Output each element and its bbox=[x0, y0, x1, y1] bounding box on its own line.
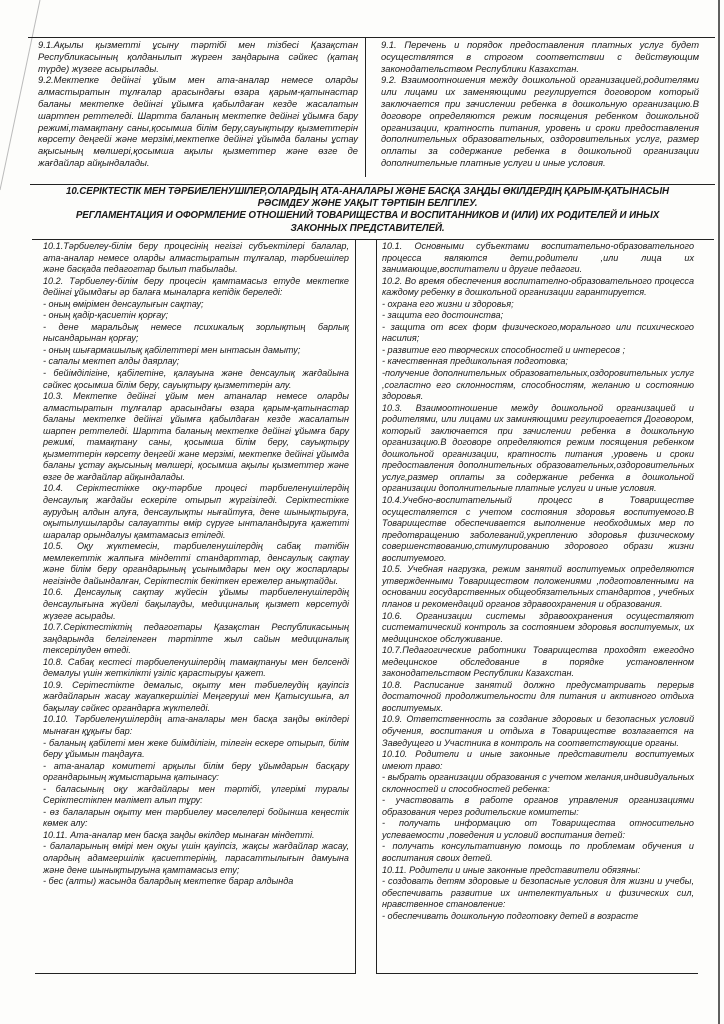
list-item: - качественная предшкольная подготовка; bbox=[382, 356, 568, 367]
paragraph: 10.2. Тәрбиелеу-білім беру процесін қамтамасыз етуде мектепке дейінгі ұйымдағы әр балаға мыналарға кепідік береледі: bbox=[43, 275, 349, 298]
paragraph: 10.7.Серіктестіктің педагогтары Қазақстан Республикасының заңдарында белгіленген тәртіпте жыл сайын медициналық тексерілуден өтеді. bbox=[43, 622, 349, 656]
column-divider-right bbox=[376, 239, 377, 974]
list-item: - балаларының өмірі мен оқуы үшін қауіпсіз, жақсы жағдайлар жасау, олардың адамгершілік қасиеттерінің, парасаттылығын дамуына және дене шынықтыруына қамтамасыз ету; bbox=[43, 841, 349, 875]
heading-kz-line1: 10.СЕРІКТЕСТІК МЕН ТӘРБИЕЛЕНУШІЛЕР,ОЛАРДЫҢ АТА-АНАЛАРЫ ЖӘНЕ БАСҚА ЗАҢДЫ ӨКІЛДЕРДІҢ ҚАРЫМ-ҚАТЫНАСЫН bbox=[65, 186, 670, 197]
table10-border-bottom-left bbox=[35, 973, 356, 974]
list-item: - оның өмірімен денсаулығын сақтау; bbox=[43, 298, 204, 309]
section10-ru bbox=[382, 241, 694, 922]
paragraph: 10.11. Родители и иные законные представители обязяны: bbox=[382, 864, 641, 875]
list-item: - оның шығармашылық қабілеттері мен ынтасын дамыту; bbox=[43, 344, 301, 355]
list-item: - защита его достоинства; bbox=[382, 310, 504, 321]
paragraph: 9.1. Перечень и порядок предоставления платных услуг будет осуществлятся в строгом соответствии с действующим законодательством Республики Казахстан. bbox=[381, 39, 699, 74]
list-item: - баланың қабілеті мен жеке биімділігін, тілегін ескере отырып, білім беру ұйымын таңдауға. bbox=[43, 737, 349, 760]
table-border-top bbox=[28, 37, 715, 38]
paragraph: 10.2. Во время обеспечения воспитателно-образовательного процесса каждому ребенку в дошкольной организации гарантируется. bbox=[382, 275, 694, 298]
heading-border-top bbox=[30, 184, 715, 185]
paragraph: 10.6. Организации системы здравоохранения осуществляют систематический контроль за состоянием здоровья воспитуемых, их медицинское обслуживание. bbox=[382, 610, 694, 644]
heading-kz-line2: РӘСІМДЕУ ЖӘНЕ УАҚЫТ ТӘРТІБІН БЕЛГІЛЕУ. bbox=[257, 198, 478, 210]
list-item: - выбрать организации образования с учетом желания,индивидуальных склонностей и способностей ребенка: bbox=[382, 772, 694, 794]
paragraph: 9.1.Ақылы қызметті ұсыну тәртібі мен тізбесі Қазақстан Республикасының қолданылып жүрген заңдарына сәйкес (қатаң түрде) жүзеге асырылады. bbox=[38, 39, 358, 74]
paragraph: 10.8. Расписание занятий должно предусматривать перерыв достаточной продолжительности для питания и активного отдыха воспитуемых. bbox=[382, 679, 694, 713]
section9-ru bbox=[381, 39, 699, 169]
column-divider-9 bbox=[365, 37, 366, 177]
paragraph: 10.11. Ата-аналар мен басқа заңды өкілдер мынаған міндетті. bbox=[43, 829, 315, 840]
paragraph: 10.1. Основными субъектами воспитательно-образовательного процесса являются дети,родители ,или лица их занимающие,воспитатели и другие педагоги. bbox=[382, 241, 694, 275]
paragraph: 9.2.Мектепке дейінгі ұйым мен ата-аналар немесе оларды алмастыратын тұлғалар арасындағы өзара қарым-қатынастар баланы мектепке дейінгі ұйымға қабылдаған кезде жасалатын шартпен реттеледі. Шартта баланың мектепке дейінгі ұйымға бару режимі,тамақтану саны,қосымша білім беру,сауықтыру қызметтерін көрсету деңгейі және мерзімі,мектепке дейінгі ұйымда баланы ұстау ақысының мөлшері,қосымша ақылы қызметтер және өзге де жағдайлар айқындалады. bbox=[38, 74, 358, 168]
list-item: - баласының оқу жағдайлары мен тәртібі, үлгерімі туралы Серіктестікпен мәлімет алып тұру: bbox=[43, 783, 349, 806]
section10-heading bbox=[40, 186, 695, 235]
heading-ru-line2: ЗАКОННЫХ ПРЕДСТАВИТЕЛЕЙ. bbox=[290, 222, 445, 234]
table10-border-top bbox=[32, 239, 714, 240]
paragraph: 10.5. Учебная нагрузка, режим занятий воспитуемых определяются утвержденными Товариществом положениями ,подготовленными на основании государственных общеобязательных стандартов , учебных планов и рекомендаций органов здравоохранения и образования. bbox=[382, 564, 694, 609]
paragraph: 10.4. Серіктестікке оқу-тәрбие процесі тәрбиеленушілердің денсаулық жағдайы ескеріле отырып жүргізіледі. Серіктестікке аурудың алдын алуға, денсаулықты нығайтуға, дене шынықтыруға, оқытылушыларды салауатты өмір сүруге ынталандыруға қажетті шаралар орындалуы қамтамасыз етіледі. bbox=[43, 483, 349, 540]
list-item: - сапалы мектеп алды даярлау; bbox=[43, 356, 180, 367]
column-divider-left bbox=[355, 239, 356, 974]
paragraph: 10.10. Тәрбиеленушілердің ата-аналары мен басқа заңды өкілдері мынаған құқығы бар: bbox=[43, 714, 349, 736]
list-item: -получение дополнительных образовательных,оздоровительных услуг ,согластно его склонностям, способностям, желанию и состоянию здоровья. bbox=[382, 368, 694, 402]
paragraph: 10.3. Взаимоотношение между дошкольной организацией и родителями, или лицами их заминяющими регулироеается Договором, который заключается при зачислении ребенка в дошкольную организацию.В договоре определяются режим посящения ребенком дошкольной организации, кратность питания ,уровень и сроки предоставления дополнительных образовательных,оздоровительных услуг,размер оплаты за содержание ребенка в дошкольной организации дополнительные платные услуги и иные условия. bbox=[382, 402, 694, 494]
list-item: - создовать детям здоровые и безопасные условия для жизни и учебы, обеспечивать развитие их интелектуальных и физических сил, нравственное становление: bbox=[382, 876, 694, 910]
paragraph: 10.9. Ответственность за создание здоровых и безопасных условий обучения, воспитания и отдыха в Товариществе возлагается на Заведущего и Участника в контроль на соответствующие органы. bbox=[382, 714, 694, 748]
list-item: - охрана его жизни и здоровья; bbox=[382, 298, 514, 309]
list-item: - ата-аналар комитеті арқылы білім беру ұйымдарын басқару органдарының жұмыстарына қатынасу: bbox=[43, 760, 349, 783]
list-item: - бес (алты) жасында балардың мектепке барар алдында bbox=[43, 876, 294, 887]
list-item: - получать консультативную помощь по проблемам обучения и воспитания своих детей. bbox=[382, 841, 694, 863]
list-item: - өз балаларын оқыту мен тәрбиелеу мәселелері бойынша кеңестік көмек алу: bbox=[43, 806, 349, 829]
list-item: - обеспечивать дошкольную подготовку детей в возрасте bbox=[382, 910, 639, 921]
paragraph: 10.9. Серітестікте демалыс, оқыту мен тәбиелеудің қауіпсіз жағдайларын жасау жауапкершілігі Меңгеруші мен Қатысушыға, ал бақылау сәйкес органдарға жүктеледі. bbox=[43, 679, 349, 713]
section9-kz bbox=[38, 39, 358, 169]
scan-page-edge bbox=[718, 0, 720, 1024]
paragraph: 10.6. Денсаулық сақтау жүйесін ұйымы тәрбиеленушілердің денсаулығына жүйелі бақылауды, медициналық қызмет көрсетуді жүзеге асырады. bbox=[43, 587, 349, 621]
paragraph: 9.2. Взаимоотношения между дошкольной организацией,родителями или лицами их заменяющими регулируется договором который заключается при зачислении ребенка в дошкольную организацию.В договоре определяются режим посящения ребенком дошкольной организации, кратность питания, уровень и сроки предоставления дополнительных образовательных, оздоровительных услуг, размер оплаты за содержание ребенка в дошкольной организации дополнительные платные услуги и иные условия. bbox=[381, 74, 699, 168]
paragraph: 10.8. Сабақ кестесі тәрбиеленушілердің тамақтануы мен белсенді демалуы үшін жеткілікті үзіліс қарастыруы қажет. bbox=[43, 656, 349, 679]
list-item: - защита от всех форм физического,морального или психического насилия; bbox=[382, 321, 694, 344]
list-item: - оның қадір-қасиетін қорғау; bbox=[43, 310, 169, 321]
paragraph: 10.5. Оқу жүктемесін, тәрбиеленушілердің сабақ тәтібін мемлекеттік жалпыға міндетті стандарттар, денсаулық сақтау және білім беру органдарының ұсынымдары мен оқу жоспарлары негізінде дайындалған, Серіктестік бекіткен ережелер анықтайды. bbox=[43, 541, 349, 586]
list-item: - участвовать в работе органов управления организациями образования через родительские комитеты: bbox=[382, 795, 694, 817]
paragraph: 10.10. Родители и иные законные представители воспитуемых имеют право: bbox=[382, 749, 694, 771]
list-item: - развитие его творческих способностей и интересов ; bbox=[382, 344, 626, 355]
table10-border-bottom-right bbox=[376, 973, 698, 974]
paragraph: 10.1.Тәрбиелеу-білім беру процесінің негізгі субъектілері балалар, ата-аналар немесе оларды алмастыратын тұлғалар, тәрбиешілер және басқада педагогтар былып табылады. bbox=[43, 241, 349, 275]
section10-kz bbox=[43, 241, 349, 888]
paragraph: 10.4.Учебно-воспитательный процесс в Товариществе осуществляется с учетом состояния здоровья воспитуемого.В Товариществе обеспечивается выполнение необходимых мер по предотвращению заболеваний,укреплению здоровья физическому совершенствованию,стимулированию здорового образи жизни воспитуемого. bbox=[382, 495, 694, 563]
heading-ru-line1: РЕГЛАМЕНТАЦИЯ И ОФОРМЛЕНИЕ ОТНОШЕНИЙ ТОВАРИЩЕСТВА И ВОСПИТАННИКОВ И (ИЛИ) ИХ РОДИТЕЛЕЙ И ИНЫХ bbox=[75, 210, 660, 222]
paragraph: 10.7.Педагогические работники Товарищества проходят ежегодно медецинское обследование в порядке установленном законодательством Республики Казахстан. bbox=[382, 645, 694, 679]
list-item: - дене маральдық немесе психикалық зорлықтың барлық нысандарынан қорғау; bbox=[43, 321, 349, 344]
list-item: - получать информацию от Товарищества относительно успеваемости ,поведения и условий воспитания детей: bbox=[382, 818, 694, 840]
paragraph: 10.3. Мектепке дейінгі ұйым мен атаналар немесе оларды алмастыратын тұлғалар арасындағы өзара қарым-қатынастар баланы мектепке дейінгі ұйымға қабылдаған кезде жасалатын шарпен реттеледі. Шартта баланың мектепке дейінгі ұйымға бару режимі, тамақтану саны, қосымша білім беру, сауықтыру қызметтерін көрсету деңгейі және мерзімі, мектепке дейінгі ұйымда баланы ұстау ақысының мөлшері, қосымша ақылы қызметтер және өзге де жағдайлар айқындалады. bbox=[43, 391, 349, 482]
list-item: - бейімділігіне, қабілетіне, қалауына және денсаулық жағдайына сәйкес қосымша білім беру, сауықтыру қызметтерін алу. bbox=[43, 368, 349, 390]
